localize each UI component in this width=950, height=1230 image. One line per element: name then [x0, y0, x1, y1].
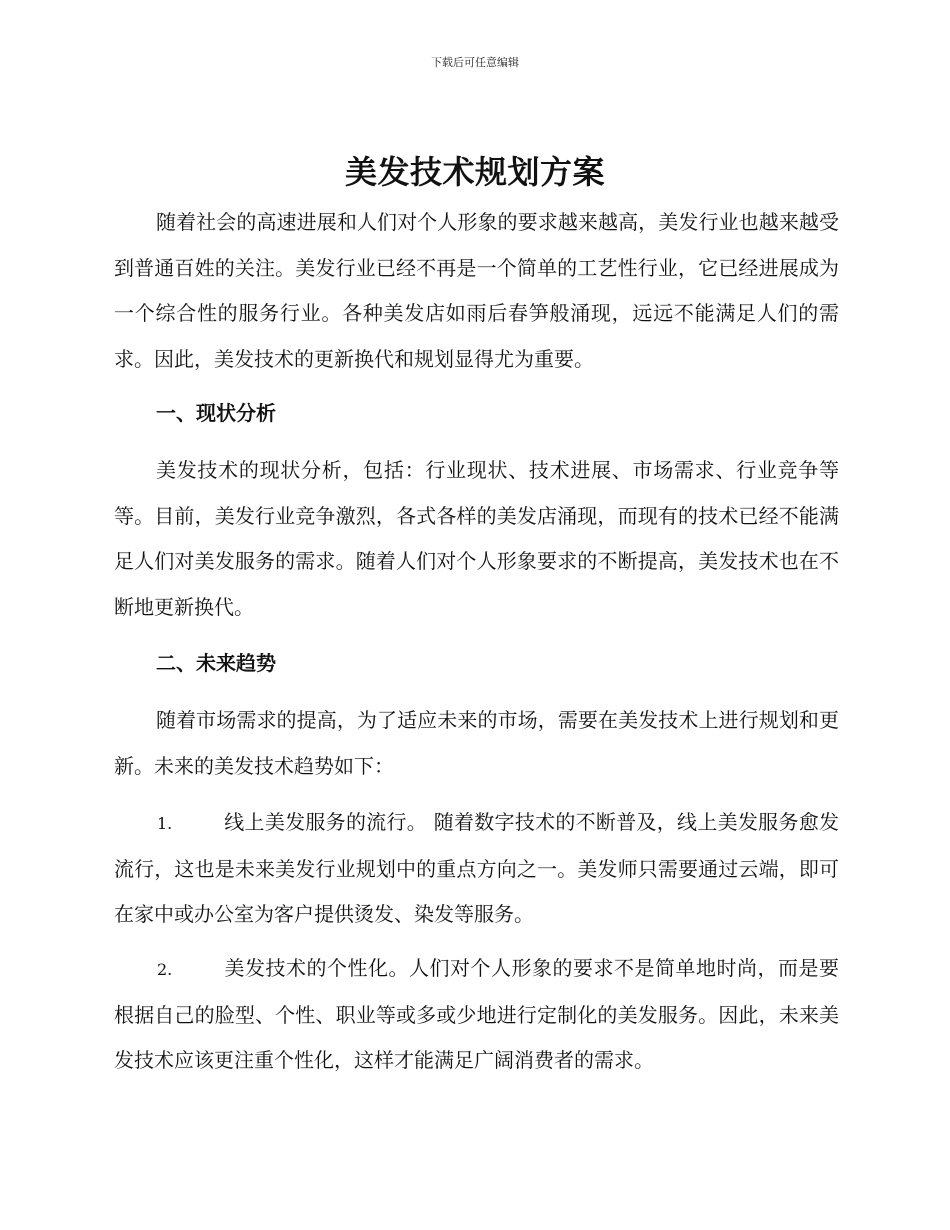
section-heading-status: 一、现状分析 [156, 401, 276, 425]
list-item [114, 800, 839, 938]
page-header-note: 下载后可任意编辑 [431, 56, 519, 69]
section-body-trend: 随着市场需求的提高，为了适应未来的市场，需要在美发技术上进行规划和更新。未来的美发技术趋势如下： [114, 708, 839, 778]
document-title: 美发技术规划方案 [344, 153, 605, 191]
section-body-status: 美发技术的现状分析，包括：行业现状、技术进展、市场需求、行业竞争等等。目前，美发行业竞争激烈，各式各样的美发店涌现，而现有的技术已经不能满足人们对美发服务的需求。随着人们对个人形象要求的不断提高，美发技术也在不断地更新换代。 [114, 458, 839, 619]
list-item-number: 1. [157, 814, 173, 833]
intro-paragraph: 随着社会的高速进展和人们对个人形象的要求越来越高，美发行业也越来越受到普通百姓的关注。美发行业已经不再是一个简单的工艺性行业，它已经进展成为一个综合性的服务行业。各种美发店如雨后春笋般涌现，远远不能满足人们的需求。因此，美发技术的更新换代和规划显得尤为重要。 [114, 210, 839, 371]
list-item-text: 线上美发服务的流行。 随着数字技术的不断普及，线上美发服务愈发流行，这也是未来美发行业规划中的重点方向之一。美发师只需要通过云端，即可在家中或办公室为客户提供烫发、染发等服务。 [114, 810, 839, 926]
list-item-text: 美发技术的个性化。人们对个人形象的要求不是简单地时尚，而是要根据自己的脸型、个性、职业等或多或少地进行定制化的美发服务。因此，未来美发技术应该更注重个性化，这样才能满足广阔消费者的需求。 [114, 956, 839, 1072]
list-item-number: 2. [157, 960, 173, 979]
section-heading-trend: 二、未来趋势 [156, 651, 276, 675]
list-item [114, 946, 839, 1084]
